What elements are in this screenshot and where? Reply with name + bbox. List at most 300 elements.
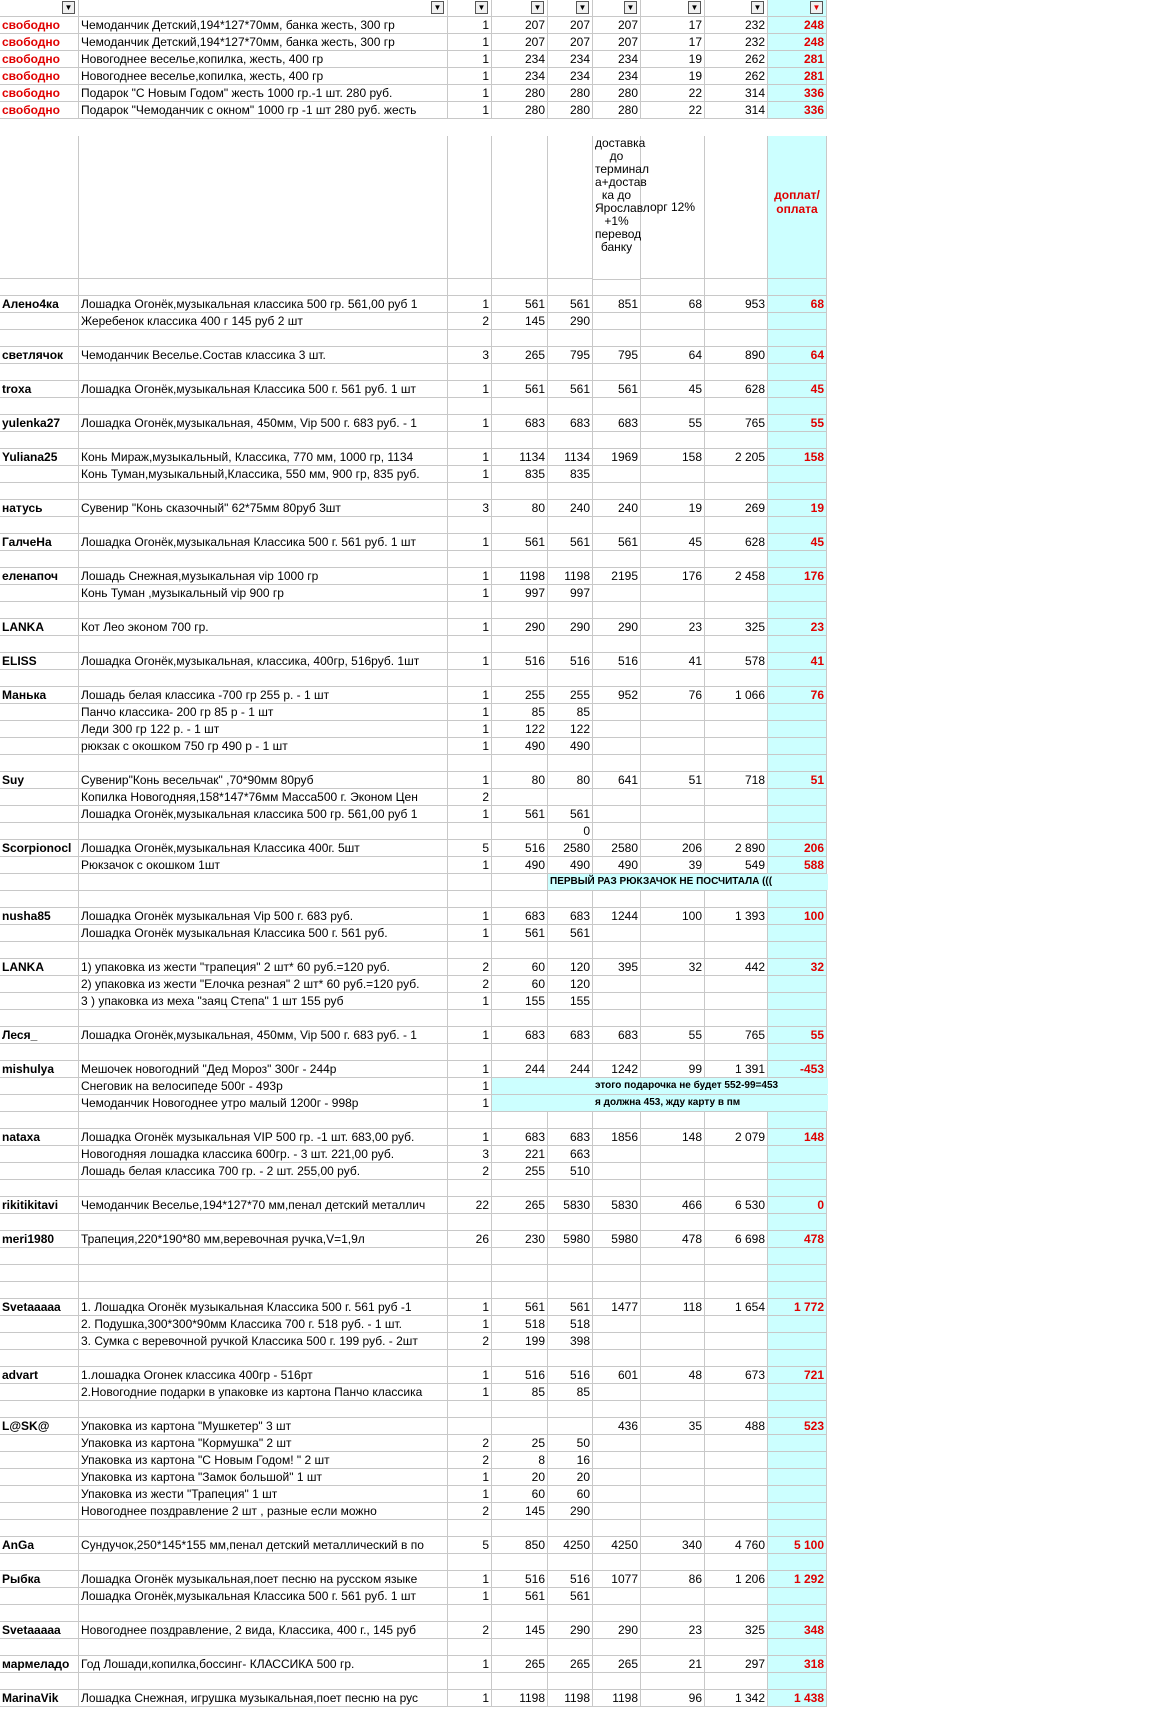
total-cell[interactable] bbox=[593, 1435, 641, 1452]
sum-cell[interactable]: 120 bbox=[548, 959, 593, 976]
org-total-cell[interactable] bbox=[705, 517, 768, 534]
payment-cell[interactable]: 76 bbox=[768, 687, 827, 704]
delivery-cell[interactable] bbox=[641, 993, 705, 1010]
price-cell[interactable] bbox=[492, 517, 548, 534]
sum-cell[interactable]: 997 bbox=[548, 585, 593, 602]
participant-cell[interactable] bbox=[0, 1214, 79, 1231]
org-total-cell[interactable] bbox=[705, 636, 768, 653]
total-cell[interactable] bbox=[593, 466, 641, 483]
price-cell[interactable]: 561 bbox=[492, 1588, 548, 1605]
price-cell[interactable] bbox=[492, 1673, 548, 1690]
org-total-cell[interactable]: 262 bbox=[705, 51, 768, 68]
item-cell[interactable]: Лошадка Снежная, игрушка музыкальная,поет песню на рус bbox=[79, 1690, 448, 1707]
quantity-cell[interactable]: 1 bbox=[448, 85, 492, 102]
payment-cell[interactable] bbox=[768, 704, 827, 721]
item-cell[interactable]: 1.лошадка Огонек классика 400гр - 516рт bbox=[79, 1367, 448, 1384]
quantity-cell[interactable]: 1 bbox=[448, 449, 492, 466]
quantity-cell[interactable]: 2 bbox=[448, 1333, 492, 1350]
delivery-cell[interactable]: 478 bbox=[641, 1231, 705, 1248]
quantity-cell[interactable]: 2 bbox=[448, 789, 492, 806]
delivery-cell[interactable] bbox=[641, 1112, 705, 1129]
delivery-cell[interactable] bbox=[641, 1588, 705, 1605]
payment-cell[interactable] bbox=[768, 755, 827, 772]
org-total-cell[interactable] bbox=[705, 1180, 768, 1197]
org-total-cell[interactable] bbox=[705, 1214, 768, 1231]
price-cell[interactable] bbox=[492, 670, 548, 687]
sum-cell[interactable] bbox=[548, 1248, 593, 1265]
delivery-cell[interactable] bbox=[641, 551, 705, 568]
price-cell[interactable]: 683 bbox=[492, 908, 548, 925]
quantity-cell[interactable] bbox=[448, 823, 492, 840]
total-cell[interactable]: 1856 bbox=[593, 1129, 641, 1146]
item-cell[interactable]: Лошадка Огонёк,музыкальная классика 500 гр. 561,00 руб 1 bbox=[79, 806, 448, 823]
quantity-cell[interactable]: 1 bbox=[448, 1078, 492, 1095]
sum-cell[interactable] bbox=[548, 602, 593, 619]
payment-cell[interactable]: 1 438 bbox=[768, 1690, 827, 1707]
price-cell[interactable]: 8 bbox=[492, 1452, 548, 1469]
payment-cell[interactable]: 281 bbox=[768, 51, 827, 68]
quantity-cell[interactable] bbox=[448, 1673, 492, 1690]
sum-cell[interactable]: 683 bbox=[548, 908, 593, 925]
item-cell[interactable]: Лошадка Огонёк музыкальная VIP 500 гр. -1 шт. 683,00 руб. bbox=[79, 1129, 448, 1146]
delivery-cell[interactable] bbox=[641, 1282, 705, 1299]
total-cell[interactable] bbox=[593, 1316, 641, 1333]
price-cell[interactable]: 207 bbox=[492, 17, 548, 34]
price-cell[interactable] bbox=[492, 1010, 548, 1027]
org-total-cell[interactable]: 953 bbox=[705, 296, 768, 313]
payment-cell[interactable]: 348 bbox=[768, 1622, 827, 1639]
participant-cell[interactable] bbox=[0, 976, 79, 993]
org-total-cell[interactable] bbox=[705, 1316, 768, 1333]
total-cell[interactable] bbox=[593, 602, 641, 619]
participant-cell[interactable] bbox=[0, 1146, 79, 1163]
org-total-cell[interactable] bbox=[705, 891, 768, 908]
price-cell[interactable] bbox=[492, 1044, 548, 1061]
delivery-cell[interactable] bbox=[641, 1350, 705, 1367]
quantity-cell[interactable] bbox=[448, 551, 492, 568]
item-cell[interactable]: Лошадка Огонёк,музыкальная Классика 500 г. 561 руб. 1 шт bbox=[79, 1588, 448, 1605]
total-cell[interactable]: 240 bbox=[593, 500, 641, 517]
quantity-cell[interactable]: 1 bbox=[448, 721, 492, 738]
sum-cell[interactable] bbox=[548, 364, 593, 381]
participant-cell[interactable] bbox=[0, 738, 79, 755]
payment-cell[interactable]: 336 bbox=[768, 102, 827, 119]
org-total-cell[interactable]: 314 bbox=[705, 85, 768, 102]
sum-cell[interactable]: 795 bbox=[548, 347, 593, 364]
participant-cell[interactable] bbox=[0, 1673, 79, 1690]
delivery-cell[interactable] bbox=[641, 1435, 705, 1452]
participant-cell[interactable] bbox=[0, 313, 79, 330]
filter-dropdown-icon[interactable]: ▼ bbox=[431, 1, 444, 14]
item-cell[interactable] bbox=[79, 823, 448, 840]
payment-cell[interactable]: 318 bbox=[768, 1656, 827, 1673]
quantity-cell[interactable]: 1 bbox=[448, 568, 492, 585]
sum-cell[interactable]: 490 bbox=[548, 738, 593, 755]
payment-cell[interactable] bbox=[768, 1163, 827, 1180]
participant-cell[interactable] bbox=[0, 704, 79, 721]
payment-cell[interactable] bbox=[768, 1435, 827, 1452]
item-cell[interactable]: Жеребенок классика 400 г 145 руб 2 шт bbox=[79, 313, 448, 330]
participant-cell[interactable] bbox=[0, 602, 79, 619]
org-total-cell[interactable]: 442 bbox=[705, 959, 768, 976]
item-cell[interactable]: 2) упаковка из жести "Елочка резная" 2 шт* 60 руб.=120 руб. bbox=[79, 976, 448, 993]
payment-cell[interactable] bbox=[768, 993, 827, 1010]
quantity-cell[interactable]: 1 bbox=[448, 1690, 492, 1707]
item-cell[interactable]: 3. Сумка с веревочной ручкой Классика 500 г. 199 руб. - 2шт bbox=[79, 1333, 448, 1350]
item-cell[interactable] bbox=[79, 1605, 448, 1622]
org-total-cell[interactable] bbox=[705, 1401, 768, 1418]
quantity-cell[interactable]: 3 bbox=[448, 347, 492, 364]
item-cell[interactable]: Новогодняя лошадка классика 600гр. - 3 шт. 221,00 руб. bbox=[79, 1146, 448, 1163]
org-total-cell[interactable]: 628 bbox=[705, 381, 768, 398]
quantity-cell[interactable] bbox=[448, 1418, 492, 1435]
payment-cell[interactable] bbox=[768, 1503, 827, 1520]
delivery-cell[interactable] bbox=[641, 432, 705, 449]
delivery-cell[interactable] bbox=[641, 1452, 705, 1469]
participant-cell[interactable] bbox=[0, 1282, 79, 1299]
payment-cell[interactable]: 55 bbox=[768, 1027, 827, 1044]
participant-cell[interactable] bbox=[0, 432, 79, 449]
price-cell[interactable] bbox=[492, 823, 548, 840]
delivery-cell[interactable] bbox=[641, 1486, 705, 1503]
org-total-cell[interactable] bbox=[705, 398, 768, 415]
participant-cell[interactable] bbox=[0, 1095, 79, 1112]
item-cell[interactable]: Упаковка из картона "С Новым Годом! " 2 шт bbox=[79, 1452, 448, 1469]
total-cell[interactable] bbox=[593, 1401, 641, 1418]
delivery-cell[interactable] bbox=[641, 721, 705, 738]
total-cell[interactable] bbox=[593, 483, 641, 500]
item-cell[interactable]: Рюкзачок с окошком 1шт bbox=[79, 857, 448, 874]
payment-cell[interactable]: 51 bbox=[768, 772, 827, 789]
sum-cell[interactable]: 265 bbox=[548, 1656, 593, 1673]
payment-cell[interactable]: 281 bbox=[768, 68, 827, 85]
total-cell[interactable] bbox=[593, 789, 641, 806]
participant-cell[interactable]: Yuliana25 bbox=[0, 449, 79, 466]
quantity-cell[interactable] bbox=[448, 483, 492, 500]
delivery-cell[interactable] bbox=[641, 279, 705, 296]
total-cell[interactable]: 641 bbox=[593, 772, 641, 789]
total-cell[interactable]: 234 bbox=[593, 51, 641, 68]
payment-cell[interactable] bbox=[768, 1452, 827, 1469]
sum-cell[interactable] bbox=[548, 551, 593, 568]
total-cell[interactable]: 5980 bbox=[593, 1231, 641, 1248]
participant-cell[interactable] bbox=[0, 1010, 79, 1027]
quantity-cell[interactable] bbox=[448, 874, 492, 891]
payment-cell[interactable]: 45 bbox=[768, 381, 827, 398]
item-cell[interactable]: Лошадка Огонёк музыкальная,поет песню на русском языке bbox=[79, 1571, 448, 1588]
sum-cell[interactable] bbox=[548, 1112, 593, 1129]
delivery-cell[interactable] bbox=[641, 1554, 705, 1571]
sum-cell[interactable]: 561 bbox=[548, 806, 593, 823]
participant-cell[interactable] bbox=[0, 721, 79, 738]
org-total-cell[interactable] bbox=[705, 721, 768, 738]
delivery-cell[interactable]: 68 bbox=[641, 296, 705, 313]
org-total-cell[interactable]: 4 760 bbox=[705, 1537, 768, 1554]
item-cell[interactable] bbox=[79, 551, 448, 568]
participant-cell[interactable] bbox=[0, 636, 79, 653]
quantity-cell[interactable] bbox=[448, 891, 492, 908]
item-cell[interactable]: Лошадка Огонёк,музыкальная, 450мм, Vip 500 г. 683 руб. - 1 bbox=[79, 415, 448, 432]
participant-cell[interactable]: Svetaaaaa bbox=[0, 1622, 79, 1639]
item-cell[interactable]: Подарок "Чемоданчик с окном" 1000 гр -1 шт 280 руб. жесть bbox=[79, 102, 448, 119]
participant-cell[interactable]: AnGa bbox=[0, 1537, 79, 1554]
quantity-cell[interactable] bbox=[448, 1112, 492, 1129]
item-cell[interactable] bbox=[79, 1282, 448, 1299]
delivery-cell[interactable] bbox=[641, 925, 705, 942]
quantity-cell[interactable]: 3 bbox=[448, 500, 492, 517]
org-total-cell[interactable]: 232 bbox=[705, 34, 768, 51]
quantity-cell[interactable]: 1 bbox=[448, 687, 492, 704]
participant-cell[interactable]: свободно bbox=[0, 51, 79, 68]
org-total-cell[interactable] bbox=[705, 1435, 768, 1452]
sum-cell[interactable]: 5830 bbox=[548, 1197, 593, 1214]
quantity-cell[interactable]: 1 bbox=[448, 102, 492, 119]
payment-cell[interactable] bbox=[768, 789, 827, 806]
price-cell[interactable] bbox=[492, 1248, 548, 1265]
sum-cell[interactable] bbox=[548, 1180, 593, 1197]
participant-cell[interactable] bbox=[0, 1112, 79, 1129]
item-cell[interactable] bbox=[79, 517, 448, 534]
total-cell[interactable]: 516 bbox=[593, 653, 641, 670]
org-total-cell[interactable]: 262 bbox=[705, 68, 768, 85]
total-cell[interactable] bbox=[593, 1248, 641, 1265]
quantity-cell[interactable]: 1 bbox=[448, 381, 492, 398]
item-cell[interactable]: Упаковка из жести "Трапеция" 1 шт bbox=[79, 1486, 448, 1503]
delivery-cell[interactable]: 19 bbox=[641, 68, 705, 85]
price-cell[interactable]: 561 bbox=[492, 925, 548, 942]
delivery-cell[interactable]: 17 bbox=[641, 34, 705, 51]
participant-cell[interactable] bbox=[0, 1588, 79, 1605]
delivery-cell[interactable] bbox=[641, 483, 705, 500]
item-cell[interactable]: Лошадь белая классика 700 гр. - 2 шт. 255,00 руб. bbox=[79, 1163, 448, 1180]
payment-cell[interactable]: 64 bbox=[768, 347, 827, 364]
delivery-cell[interactable]: 118 bbox=[641, 1299, 705, 1316]
participant-cell[interactable] bbox=[0, 330, 79, 347]
participant-cell[interactable]: nusha85 bbox=[0, 908, 79, 925]
total-cell[interactable]: 5830 bbox=[593, 1197, 641, 1214]
sum-cell[interactable]: 85 bbox=[548, 1384, 593, 1401]
price-cell[interactable]: 516 bbox=[492, 653, 548, 670]
quantity-cell[interactable]: 1 bbox=[448, 704, 492, 721]
sum-cell[interactable]: 683 bbox=[548, 415, 593, 432]
org-total-cell[interactable]: 2 205 bbox=[705, 449, 768, 466]
quantity-cell[interactable] bbox=[448, 1605, 492, 1622]
org-total-cell[interactable] bbox=[705, 1350, 768, 1367]
quantity-cell[interactable]: 1 bbox=[448, 534, 492, 551]
sum-cell[interactable] bbox=[548, 636, 593, 653]
sum-cell[interactable]: 234 bbox=[548, 51, 593, 68]
total-cell[interactable]: 280 bbox=[593, 85, 641, 102]
item-cell[interactable] bbox=[79, 636, 448, 653]
price-cell[interactable]: 60 bbox=[492, 959, 548, 976]
payment-cell[interactable] bbox=[768, 1605, 827, 1622]
total-cell[interactable] bbox=[593, 891, 641, 908]
price-cell[interactable]: 997 bbox=[492, 585, 548, 602]
item-cell[interactable]: Сувенир "Конь сказочный" 62*75мм 80руб 3шт bbox=[79, 500, 448, 517]
payment-cell[interactable] bbox=[768, 891, 827, 908]
delivery-cell[interactable] bbox=[641, 1265, 705, 1282]
item-cell[interactable]: Упаковка из картона "Кормушка" 2 шт bbox=[79, 1435, 448, 1452]
payment-cell[interactable] bbox=[768, 1214, 827, 1231]
org-total-cell[interactable] bbox=[705, 1554, 768, 1571]
quantity-cell[interactable] bbox=[448, 1554, 492, 1571]
quantity-cell[interactable]: 3 bbox=[448, 1146, 492, 1163]
sum-cell[interactable]: 290 bbox=[548, 313, 593, 330]
item-cell[interactable] bbox=[79, 330, 448, 347]
quantity-cell[interactable]: 1 bbox=[448, 806, 492, 823]
delivery-cell[interactable] bbox=[641, 1163, 705, 1180]
total-cell[interactable] bbox=[593, 1163, 641, 1180]
participant-cell[interactable] bbox=[0, 789, 79, 806]
payment-cell[interactable] bbox=[768, 364, 827, 381]
quantity-cell[interactable]: 1 bbox=[448, 415, 492, 432]
delivery-cell[interactable]: 23 bbox=[641, 1622, 705, 1639]
org-total-cell[interactable] bbox=[705, 1333, 768, 1350]
participant-cell[interactable]: Рыбка bbox=[0, 1571, 79, 1588]
participant-cell[interactable] bbox=[0, 1435, 79, 1452]
sum-cell[interactable]: 516 bbox=[548, 653, 593, 670]
participant-cell[interactable] bbox=[0, 466, 79, 483]
price-cell[interactable]: 280 bbox=[492, 85, 548, 102]
sum-cell[interactable]: 85 bbox=[548, 704, 593, 721]
payment-cell[interactable]: 478 bbox=[768, 1231, 827, 1248]
price-cell[interactable] bbox=[492, 330, 548, 347]
participant-cell[interactable]: Леся_ bbox=[0, 1027, 79, 1044]
sum-cell[interactable]: 1134 bbox=[548, 449, 593, 466]
payment-cell[interactable]: 23 bbox=[768, 619, 827, 636]
price-cell[interactable] bbox=[492, 789, 548, 806]
participant-cell[interactable]: LANKA bbox=[0, 619, 79, 636]
participant-cell[interactable] bbox=[0, 755, 79, 772]
payment-cell[interactable] bbox=[768, 721, 827, 738]
total-cell[interactable]: 290 bbox=[593, 1622, 641, 1639]
price-cell[interactable] bbox=[492, 551, 548, 568]
price-cell[interactable] bbox=[492, 874, 548, 891]
total-cell[interactable] bbox=[593, 993, 641, 1010]
sum-cell[interactable]: 255 bbox=[548, 687, 593, 704]
item-cell[interactable]: Упаковка из картона "Замок большой" 1 шт bbox=[79, 1469, 448, 1486]
item-cell[interactable] bbox=[79, 942, 448, 959]
total-cell[interactable]: 207 bbox=[593, 17, 641, 34]
item-cell[interactable] bbox=[79, 1180, 448, 1197]
sum-cell[interactable]: 280 bbox=[548, 102, 593, 119]
delivery-cell[interactable]: 19 bbox=[641, 51, 705, 68]
payment-cell[interactable]: 68 bbox=[768, 296, 827, 313]
sum-cell[interactable] bbox=[548, 432, 593, 449]
participant-cell[interactable]: мармеладо bbox=[0, 1656, 79, 1673]
payment-cell[interactable]: 19 bbox=[768, 500, 827, 517]
payment-cell[interactable] bbox=[768, 1180, 827, 1197]
org-total-cell[interactable] bbox=[705, 364, 768, 381]
price-cell[interactable]: 561 bbox=[492, 296, 548, 313]
item-cell[interactable]: 1. Лошадка Огонёк музыкальная Классика 500 г. 561 руб -1 bbox=[79, 1299, 448, 1316]
total-cell[interactable] bbox=[593, 585, 641, 602]
participant-cell[interactable]: rikitikitavi bbox=[0, 1197, 79, 1214]
price-cell[interactable] bbox=[492, 1265, 548, 1282]
price-cell[interactable] bbox=[492, 1639, 548, 1656]
item-cell[interactable]: Лошадка Огонёк,музыкальная классика 500 гр. 561,00 руб 1 bbox=[79, 296, 448, 313]
participant-cell[interactable] bbox=[0, 1316, 79, 1333]
price-cell[interactable]: 516 bbox=[492, 1571, 548, 1588]
org-total-cell[interactable]: 765 bbox=[705, 1027, 768, 1044]
item-cell[interactable]: Леди 300 гр 122 р. - 1 шт bbox=[79, 721, 448, 738]
sum-cell[interactable] bbox=[548, 1520, 593, 1537]
quantity-cell[interactable]: 1 bbox=[448, 1469, 492, 1486]
sum-cell[interactable]: 516 bbox=[548, 1571, 593, 1588]
org-total-cell[interactable]: 2 079 bbox=[705, 1129, 768, 1146]
price-cell[interactable]: 80 bbox=[492, 772, 548, 789]
org-total-cell[interactable]: 1 654 bbox=[705, 1299, 768, 1316]
org-total-cell[interactable] bbox=[705, 551, 768, 568]
delivery-cell[interactable] bbox=[641, 1333, 705, 1350]
price-cell[interactable]: 60 bbox=[492, 1486, 548, 1503]
filter-dropdown-icon[interactable]: ▼ bbox=[810, 1, 823, 14]
participant-cell[interactable] bbox=[0, 1265, 79, 1282]
payment-cell[interactable] bbox=[768, 1112, 827, 1129]
sum-cell[interactable]: 2580 bbox=[548, 840, 593, 857]
item-cell[interactable]: Лошадка Огонёк музыкальная Классика 500 г. 561 руб. bbox=[79, 925, 448, 942]
participant-cell[interactable] bbox=[0, 1503, 79, 1520]
payment-cell[interactable] bbox=[768, 806, 827, 823]
price-cell[interactable] bbox=[492, 1350, 548, 1367]
participant-cell[interactable] bbox=[0, 993, 79, 1010]
payment-cell[interactable] bbox=[768, 976, 827, 993]
item-cell[interactable]: Новогоднее веселье,копилка, жесть, 400 гр bbox=[79, 68, 448, 85]
participant-cell[interactable]: свободно bbox=[0, 17, 79, 34]
org-total-cell[interactable] bbox=[705, 279, 768, 296]
price-cell[interactable]: 145 bbox=[492, 1622, 548, 1639]
price-cell[interactable]: 683 bbox=[492, 415, 548, 432]
delivery-cell[interactable] bbox=[641, 1248, 705, 1265]
org-total-cell[interactable] bbox=[705, 789, 768, 806]
participant-cell[interactable] bbox=[0, 1486, 79, 1503]
item-cell[interactable] bbox=[79, 602, 448, 619]
total-cell[interactable]: 1198 bbox=[593, 1690, 641, 1707]
delivery-cell[interactable] bbox=[641, 976, 705, 993]
sum-cell[interactable]: 60 bbox=[548, 1486, 593, 1503]
sum-cell[interactable]: 0 bbox=[548, 823, 593, 840]
payment-cell[interactable]: 721 bbox=[768, 1367, 827, 1384]
participant-cell[interactable] bbox=[0, 1384, 79, 1401]
sum-cell[interactable] bbox=[548, 1214, 593, 1231]
price-cell[interactable] bbox=[492, 636, 548, 653]
price-cell[interactable]: 234 bbox=[492, 68, 548, 85]
item-cell[interactable]: Подарок "С Новым Годом" жесть 1000 гр.-1 шт. 280 руб. bbox=[79, 85, 448, 102]
participant-cell[interactable]: Алено4ка bbox=[0, 296, 79, 313]
price-cell[interactable]: 60 bbox=[492, 976, 548, 993]
total-cell[interactable] bbox=[593, 636, 641, 653]
price-cell[interactable]: 835 bbox=[492, 466, 548, 483]
total-cell[interactable]: 2195 bbox=[593, 568, 641, 585]
delivery-cell[interactable] bbox=[641, 602, 705, 619]
participant-cell[interactable]: MarinaVik bbox=[0, 1690, 79, 1707]
sum-cell[interactable] bbox=[548, 1265, 593, 1282]
price-cell[interactable]: 145 bbox=[492, 313, 548, 330]
org-total-cell[interactable] bbox=[705, 1673, 768, 1690]
participant-cell[interactable]: yulenka27 bbox=[0, 415, 79, 432]
total-cell[interactable] bbox=[593, 1520, 641, 1537]
quantity-cell[interactable]: 2 bbox=[448, 313, 492, 330]
delivery-cell[interactable] bbox=[641, 1214, 705, 1231]
sum-cell[interactable]: 561 bbox=[548, 1299, 593, 1316]
item-cell[interactable] bbox=[79, 364, 448, 381]
payment-cell[interactable]: 248 bbox=[768, 17, 827, 34]
quantity-cell[interactable]: 1 bbox=[448, 1588, 492, 1605]
sum-cell[interactable]: 663 bbox=[548, 1146, 593, 1163]
participant-cell[interactable] bbox=[0, 1180, 79, 1197]
delivery-cell[interactable]: 158 bbox=[641, 449, 705, 466]
payment-cell[interactable]: 41 bbox=[768, 653, 827, 670]
